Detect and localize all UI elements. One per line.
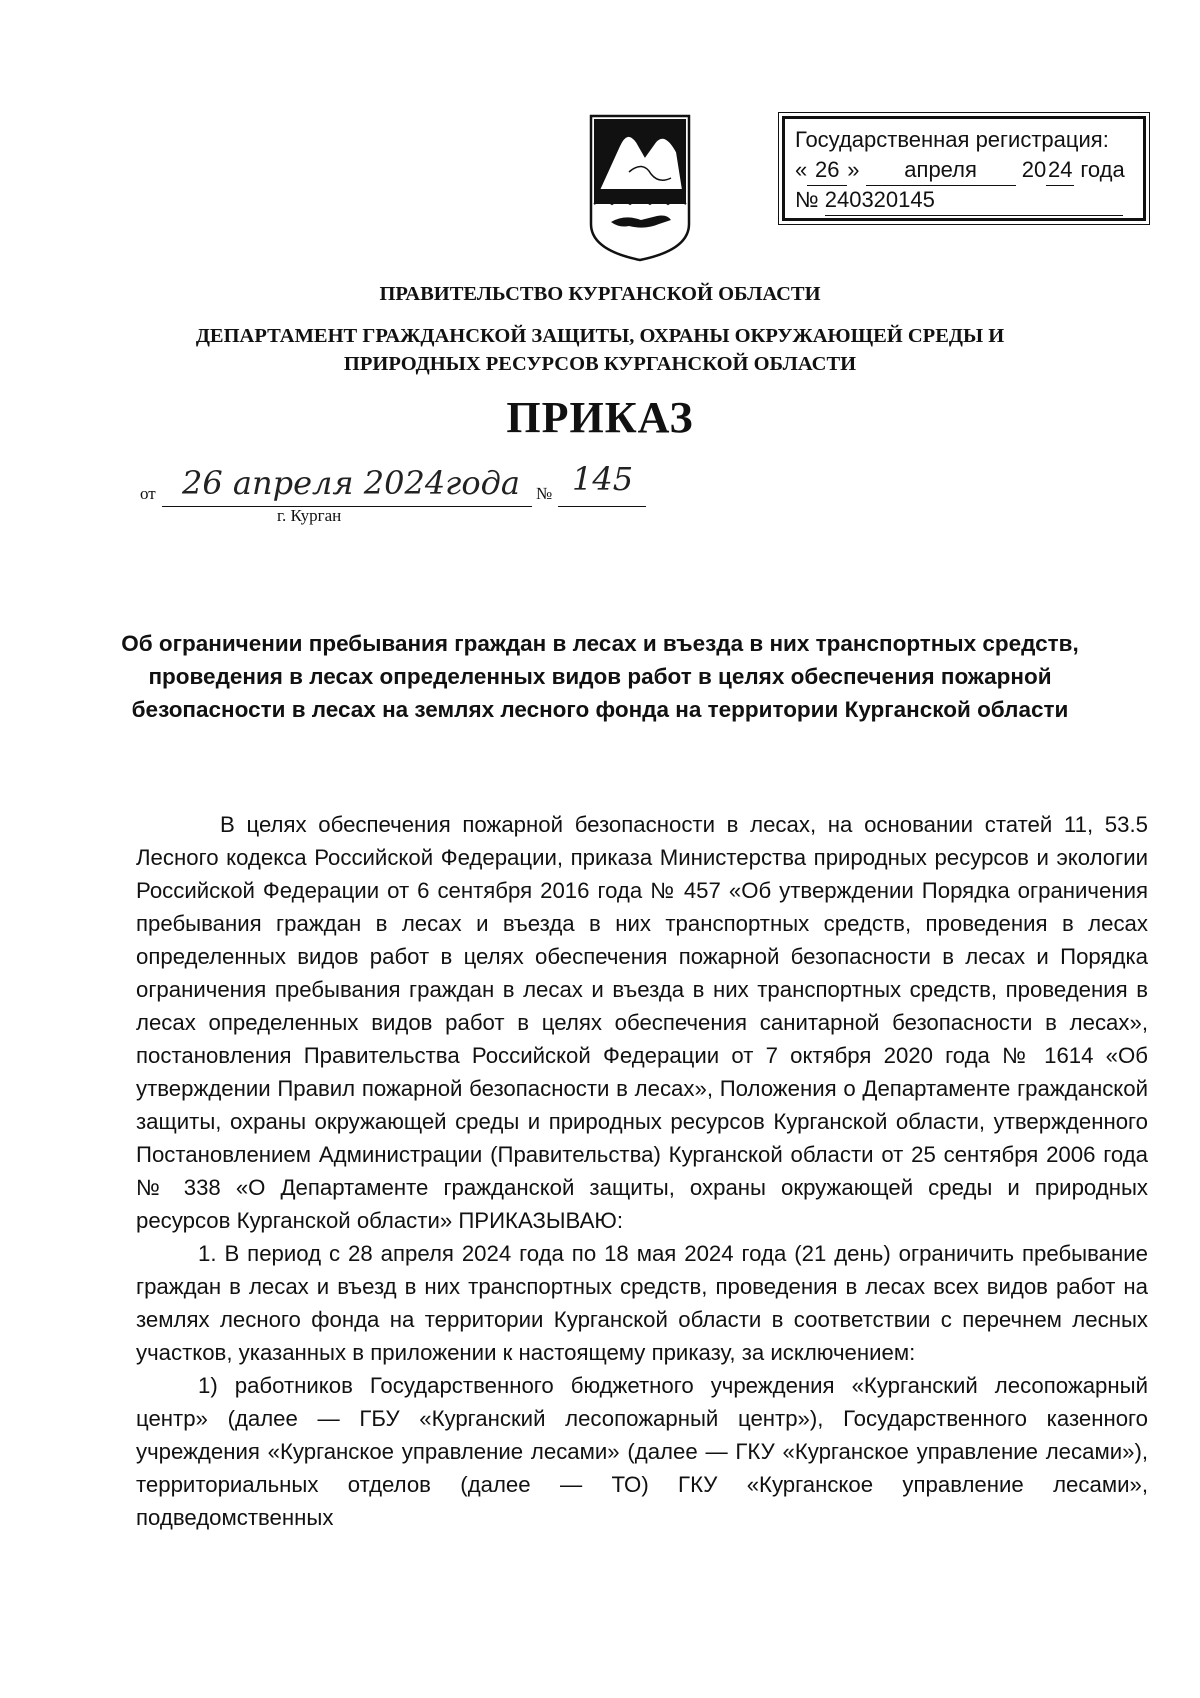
from-label: от bbox=[140, 484, 156, 503]
registration-year-suffix: 24 bbox=[1046, 155, 1074, 186]
department-name bbox=[0, 322, 1200, 378]
registration-day: 26 bbox=[807, 155, 847, 186]
government-name: ПРАВИТЕЛЬСТВО КУРГАНСКОЙ ОБЛАСТИ bbox=[379, 283, 821, 305]
city-label: г. Курган bbox=[277, 506, 342, 525]
document-type-title: ПРИКАЗ bbox=[506, 393, 694, 442]
coat-of-arms-icon bbox=[585, 112, 695, 262]
body-paragraph-1: В целях обеспечения пожарной безопасности в лесах, на основании статей 11, 53.5 Лесного кодекса Российской Федерации, приказа Министерства природных ресурсов и экологии Российской Федерации от 6 сентября 2016 года № 457 «Об утверждении Порядка ограничения пребывания граждан в лесах и въезда в них транспортных средств, проведения в лесах определенных видов работ в целях обеспечения пожарной безопасности в лесах и Порядка ограничения пребывания граждан в лесах и въезда в них транспортных средств, проведения в лесах определенных видов работ в целях обеспечения санитарной безопасности в лесах», постановления Правительства Российской Федерации от 7 октября 2020 года № 1614 «Об утверждении Правил пожарной безопасности в лесах», Положения о Департаменте гражданской защиты, охраны окружающей среды и природных ресурсов Курганской области, утвержденного Постановлением Администрации (Правительства) Курганской области от 25 сентября 2006 года № 338 «О Департаменте гражданской защиты, охраны окружающей среды и природных ресурсов Курганской области» ПРИКАЗЫВАЮ: bbox=[136, 812, 1148, 1233]
registration-year-prefix: 20 bbox=[1021, 157, 1047, 182]
handwritten-date: 26 апреля 2024года bbox=[182, 464, 520, 502]
handwritten-number: 145 bbox=[572, 460, 634, 498]
department-line-2: ПРИРОДНЫХ РЕСУРСОВ КУРГАНСКОЙ ОБЛАСТИ bbox=[343, 353, 857, 375]
order-body bbox=[136, 808, 1148, 1534]
registration-title: Государственная регистрация: bbox=[795, 127, 1109, 152]
body-paragraph-2: 1. В период с 28 апреля 2024 года по 18 мая 2024 года (21 день) ограничить пребывание граждан в лесах и въезд в них транспортных средств, проведения в лесах всех видов работ на землях лесного фонда на территории Курганской области в соответствии с перечнем лесных участков, указанных в приложении к настоящему приказу, за исключением: bbox=[136, 1241, 1148, 1365]
order-subject: Об ограничении пребывания граждан в лесах и въезда в них транспортных средств, проведения в лесах определенных видов работ в целях обеспечения пожарной безопасности в лесах на землях лесного фонда на территории Курганской области bbox=[121, 631, 1079, 722]
registration-quote-open: « bbox=[795, 157, 808, 182]
registration-stamp bbox=[782, 116, 1146, 221]
registration-quote-close: » bbox=[847, 157, 860, 182]
registration-number-sign: № bbox=[795, 187, 819, 212]
registration-year-word: года bbox=[1080, 157, 1125, 182]
body-paragraph-3: 1) работников Государственного бюджетного учреждения «Курганский лесопожарный центр» (далее — ГБУ «Курганский лесопожарный центр»), Государственного казенного учреждения «Курганское управление лесами» (далее — ГКУ «Курганское управление лесами»), территориальных отделов (далее — ТО) ГКУ «Курганское управление лесами», подведомственных bbox=[136, 1373, 1148, 1530]
registration-number: 240320145 bbox=[825, 185, 1123, 216]
registration-month: апреля bbox=[866, 155, 1016, 186]
number-label: № bbox=[536, 484, 553, 503]
department-line-1: ДЕПАРТАМЕНТ ГРАЖДАНСКОЙ ЗАЩИТЫ, ОХРАНЫ ОКРУЖАЮЩЕЙ СРЕДЫ И bbox=[195, 325, 1005, 347]
